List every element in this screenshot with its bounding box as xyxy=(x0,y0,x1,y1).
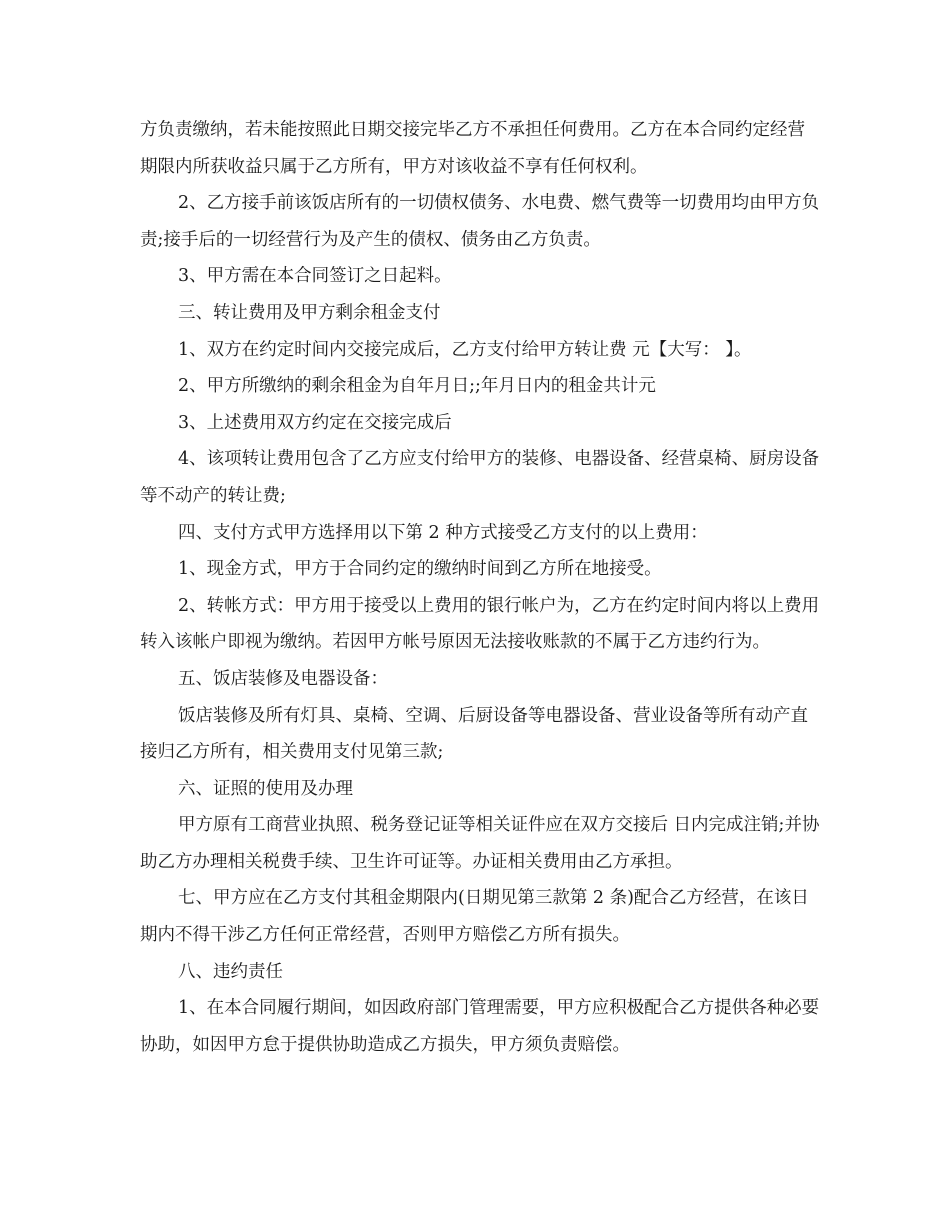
paragraph-clause-2-3: 3、甲方需在本合同签订之日起料。 xyxy=(178,266,452,287)
section-heading-8: 八、违约责任 xyxy=(178,961,283,982)
paragraph-clause-4-1: 1、现金方式，甲方于合同约定的缴纳时间到乙方所在地接受。 xyxy=(178,559,662,580)
paragraph-clause-3-3: 3、上述费用双方约定在交接完成后 xyxy=(178,412,452,433)
section-heading-5: 五、饭店装修及电器设备： xyxy=(178,668,388,689)
paragraph-clause-5: 饭店装修及所有灯具、桌椅、空调、后厨设备等电器设备、营业设备等所有动产直接归乙方所有，相关费用支付见第三款; xyxy=(140,705,808,763)
section-heading-7: 七、甲方应在乙方支付其租金期限内(日期见第三款第 2 条)配合乙方经营，在该日期内不得干涉乙方任何正常经营，否则甲方赔偿乙方所有损失。 xyxy=(140,888,809,946)
paragraph-clause-4-2: 2、转帐方式：甲方用于接受以上费用的银行帐户为，乙方在约定时间内将以上费用转入该帐户即视为缴纳。若因甲方帐号原因无法接收账款的不属于乙方违约行为。 xyxy=(140,595,820,653)
paragraph-clause-6: 甲方原有工商营业执照、税务登记证等相关证件应在双方交接后 日内完成注销;并协助乙方办理相关税费手续、卫生许可证等。办证相关费用由乙方承担。 xyxy=(140,815,820,872)
document-body xyxy=(140,112,820,1063)
paragraph-continuation: 方负责缴纳，若未能按照此日期交接完毕乙方不承担任何费用。乙方在本合同约定经营期限内所获收益只属于乙方所有，甲方对该收益不享有任何权利。 xyxy=(140,120,805,177)
section-heading-4: 四、支付方式甲方选择用以下第 2 种方式接受乙方支付的以上费用： xyxy=(178,522,708,543)
paragraph-clause-3-4: 4、该项转让费用包含了乙方应支付给甲方的装修、电器设备、经营桌椅、厨房设备等不动产的转让费; xyxy=(140,449,820,506)
paragraph-clause-3-1: 1、双方在约定时间内交接完成后，乙方支付给甲方转让费 元【大写： 】。 xyxy=(178,339,752,360)
section-heading-6: 六、证照的使用及办理 xyxy=(178,778,353,799)
paragraph-clause-2-2: 2、乙方接手前该饭店所有的一切债权债务、水电费、燃气费等一切费用均由甲方负责;接手后的一切经营行为及产生的债权、债务由乙方负责。 xyxy=(140,193,820,250)
paragraph-clause-8-1: 1、在本合同履行期间，如因政府部门管理需要，甲方应积极配合乙方提供各种必要协助，如因甲方怠于提供协助造成乙方损失，甲方须负责赔偿。 xyxy=(140,998,820,1055)
paragraph-clause-3-2: 2、甲方所缴纳的剩余租金为自年月日;;年月日内的租金共计元 xyxy=(178,376,656,397)
section-heading-3: 三、转让费用及甲方剩余租金支付 xyxy=(178,302,441,323)
